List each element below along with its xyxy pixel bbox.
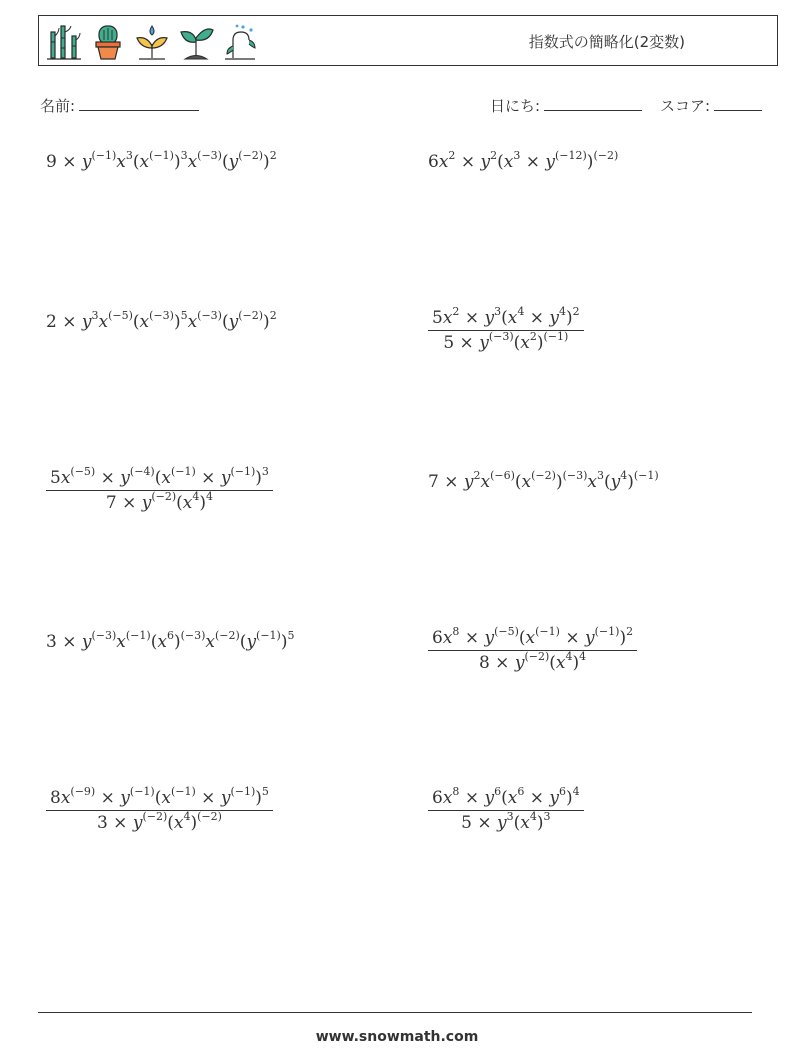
bamboo-icon	[45, 22, 83, 62]
date-label: 日にち:	[490, 97, 541, 115]
problem-6	[428, 469, 659, 492]
denominator: $7 \times y^{(-2)}(x^4)^4$	[105, 490, 214, 513]
watering-plant-icon	[221, 22, 259, 62]
denominator: $3 \times y^{(-2)}(x^4)^{(-2)}$	[96, 810, 222, 833]
fraction	[46, 465, 273, 513]
problem-5	[46, 465, 273, 513]
worksheet-header	[38, 15, 778, 66]
cactus-icon	[89, 22, 127, 62]
numerator: $6x^8 \times y^{(-5)}(x^{(-1)} \times y^{(-1)})^2$	[428, 628, 637, 651]
name-field[interactable]	[40, 95, 199, 116]
problem-10	[428, 785, 584, 833]
problem-text: $6x^2 \times y^2(x^3 \times y^{(-12)})^{(-2)}$	[428, 149, 619, 172]
worksheet-title: 指数式の簡略化(2変数)	[528, 33, 685, 51]
score-field[interactable]	[660, 95, 762, 116]
problem-9	[46, 785, 273, 833]
name-label: 名前:	[40, 97, 76, 115]
problem-7	[46, 629, 295, 652]
fraction	[46, 785, 273, 833]
footer-divider	[38, 1012, 752, 1013]
denominator: $5 \times y^3(x^4)^3$	[461, 810, 551, 833]
score-blank[interactable]	[714, 96, 762, 111]
denominator: $5 \times y^{(-3)}(x^2)^{(-1)}$	[443, 330, 569, 353]
sprout-icon	[133, 22, 171, 62]
denominator: $8 \times y^{(-2)}(x^4)^4$	[478, 650, 587, 673]
problem-text: $2 \times y^3x^{(-5)}(x^{(-3)})^5x^{(-3)}(y^{(-2)})^2$	[46, 309, 277, 332]
fraction	[428, 305, 584, 353]
problem-text: $7 \times y^2x^{(-6)}(x^{(-2)})^{(-3)}x^3(y^4)^{(-1)}$	[428, 469, 659, 492]
fraction	[428, 625, 637, 673]
numerator: $6x^8 \times y^6(x^6 \times y^6)^4$	[428, 788, 584, 811]
problem-8	[428, 625, 637, 673]
problem-text: $9 \times y^{(-1)}x^3(x^{(-1)})^3x^{(-3)}(y^{(-2)})^2$	[46, 149, 277, 172]
footer-url[interactable]: www.snowmath.com	[315, 1029, 479, 1045]
score-label: スコア:	[660, 97, 711, 115]
numerator: $8x^{(-9)} \times y^{(-1)}(x^{(-1)} \times y^{(-1)})^5$	[46, 788, 273, 811]
problem-2	[428, 149, 619, 172]
numerator: $5x^{(-5)} \times y^{(-4)}(x^{(-1)} \times y^{(-1)})^3$	[46, 468, 273, 491]
problem-3	[46, 309, 277, 332]
fraction	[428, 785, 584, 833]
problem-4	[428, 305, 584, 353]
numerator: $5x^2 \times y^3(x^4 \times y^4)^2$	[428, 308, 584, 331]
date-field[interactable]	[490, 95, 642, 116]
date-blank[interactable]	[544, 96, 642, 111]
seedling-icon	[177, 22, 215, 62]
problem-1	[46, 149, 277, 172]
problem-text: $3 \times y^{(-3)}x^{(-1)}(x^6)^{(-3)}x^{(-2)}(y^{(-1)})^5$	[46, 629, 295, 652]
name-blank[interactable]	[79, 96, 199, 111]
header-icons	[45, 22, 259, 62]
